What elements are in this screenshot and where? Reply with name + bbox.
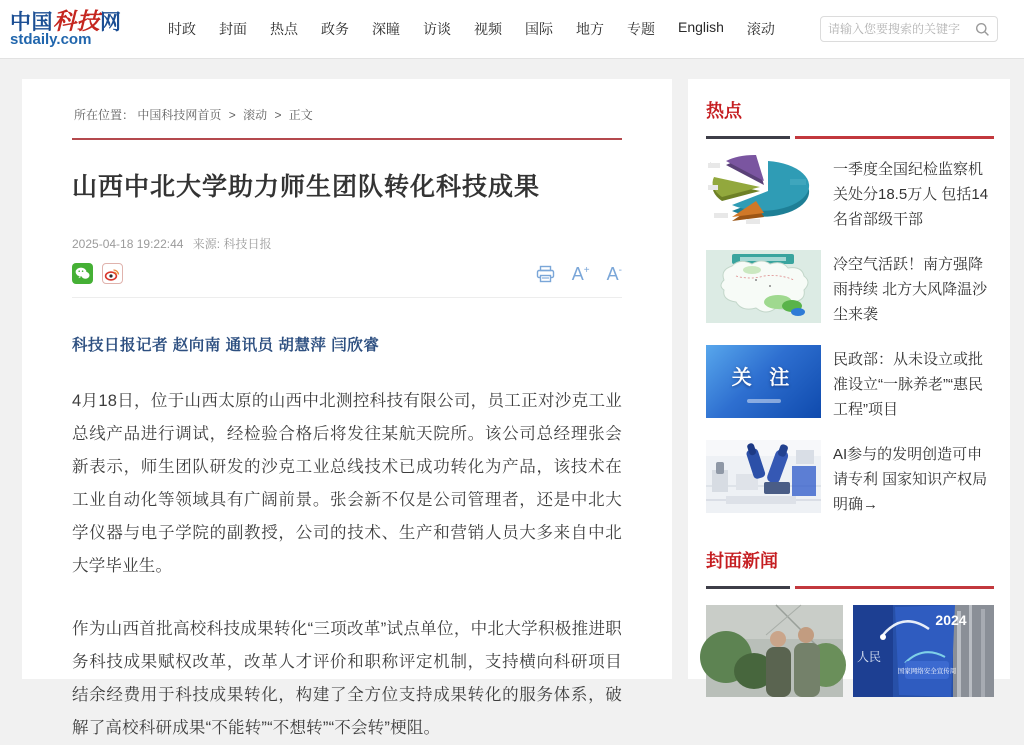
article-byline: 科技日报记者 赵向南 通讯员 胡慧萍 闫欣睿 — [72, 337, 380, 354]
banner-slogan-text: 国家网络安全宣传周 — [897, 668, 957, 675]
hot-section-title: 热点 — [706, 101, 742, 121]
font-increase-label: A — [571, 263, 584, 284]
news-title[interactable]: 民政部：从未设立或批准设立“一脉养老”“惠民工程”项目 — [833, 351, 984, 418]
nav-item-english[interactable]: English — [678, 19, 724, 35]
weibo-share-icon[interactable] — [102, 263, 123, 284]
search-icon[interactable] — [975, 22, 990, 37]
logo-text-wang: 网 — [100, 11, 122, 35]
cover-images — [706, 605, 994, 697]
site-logo[interactable] — [10, 10, 148, 48]
share-toolbar — [72, 263, 622, 298]
article-tools — [536, 265, 622, 283]
cover-section-divider — [706, 586, 994, 589]
article-date: 2025-04-18 19:22:44 — [72, 237, 184, 251]
breadcrumb-home[interactable]: 中国科技网首页 — [137, 108, 222, 122]
page-body — [0, 59, 1024, 737]
china-weather-map-image — [706, 250, 821, 323]
divider-dark-segment — [706, 586, 790, 589]
sidebar — [688, 79, 1010, 679]
article-paragraph-1: 4月18日，位于山西太原的山西中北测控科技有限公司，员工正对沙克工业总线产品进行调试，经检验合格后将发往某航天院所。该公司总经理张会新表示，师生团队研发的沙克工业总线技术已成功转化为产品，该技术在工业自动化等领域具有广阔前景。张会新不仅是公司管理者，还是中北大学仪器与电子学院的副教授，公司的技术、生产和营销人员大多来自中北大学毕业生。 — [72, 392, 622, 575]
minus-sign: - — [618, 264, 622, 276]
blue-focus-banner-image — [706, 345, 821, 418]
focus-banner-text: 关 注 — [731, 366, 796, 389]
two-men-outdoors-photo[interactable] — [706, 605, 843, 697]
cyber-security-week-banner[interactable] — [853, 605, 994, 697]
banner-year-text: 2024 — [935, 612, 967, 628]
nav-item-zhengwu[interactable]: 政务 — [321, 21, 349, 37]
article-paragraph-2: 作为山西首批高校科技成果转化“三项改革”试点单位，中北大学积极推进职务科技成果赋权改革，改革人才评价和职称评定机制，支持横向科研项目结余经费用于科技成果转化，构建了全方位支持成果转化的服务体系，破解了高校科研成果“不能转”“不想转”“不会转”梗阻。 — [72, 620, 622, 737]
breadcrumb-label: 所在位置： — [74, 108, 135, 122]
article-source: 来源: 科技日报 — [192, 237, 272, 251]
font-decrease-button[interactable] — [607, 265, 622, 283]
industrial-robots-image — [706, 440, 821, 513]
font-decrease-label: A — [606, 263, 619, 284]
nav-item-zhuanti[interactable]: 专题 — [627, 21, 655, 37]
nav-item-redian[interactable]: 热点 — [270, 21, 298, 37]
breadcrumb-separator: > — [274, 108, 282, 122]
nav-item-fengmian[interactable]: 封面 — [219, 21, 247, 37]
nav-item-guoji[interactable]: 国际 — [525, 21, 553, 37]
article-card — [22, 79, 672, 737]
logo-text-zhongguo: 中国 — [10, 11, 53, 35]
cover-section-title: 封面新闻 — [706, 551, 778, 571]
nav-item-shizheng[interactable]: 时政 — [168, 21, 196, 37]
news-title[interactable]: AI参与的发明创造可申请专利 国家知识产权局明确→ — [833, 446, 988, 513]
hot-news-item-1[interactable] — [706, 155, 994, 232]
news-title[interactable]: 冷空气活跃！南方强降雨持续 北方大风降温沙尘来袭 — [833, 256, 988, 323]
main-nav — [168, 19, 775, 39]
news-title[interactable]: 一季度全国纪检监察机关处分18.5万人 包括14名省部级干部 — [833, 161, 989, 228]
nav-item-shipin[interactable]: 视频 — [474, 21, 502, 37]
breadcrumb-separator: > — [228, 108, 236, 122]
divider-red-segment — [795, 586, 994, 589]
logo-text-keji: 科技 — [53, 9, 100, 35]
pie-chart-image — [706, 155, 821, 228]
hot-news-item-4[interactable] — [706, 440, 994, 517]
article-title: 山西中北大学助力师生团队转化科技成果 — [72, 173, 541, 201]
breadcrumb-current: 正文 — [288, 108, 313, 122]
banner-renmin-text: 人民 — [856, 650, 882, 664]
nav-item-gundong[interactable]: 滚动 — [746, 21, 775, 37]
divider-dark-segment — [706, 136, 790, 139]
breadcrumb-gundong[interactable]: 滚动 — [243, 108, 268, 122]
nav-item-difang[interactable]: 地方 — [576, 21, 604, 37]
hot-section-divider — [706, 136, 994, 139]
font-increase-button[interactable] — [572, 265, 590, 283]
search-box — [820, 16, 998, 42]
article-meta — [72, 235, 622, 252]
nav-item-fangtan[interactable]: 访谈 — [423, 21, 451, 37]
plus-sign: + — [583, 264, 590, 276]
search-input[interactable] — [828, 22, 975, 36]
site-header — [0, 0, 1024, 59]
hot-news-item-2[interactable] — [706, 250, 994, 327]
printer-icon[interactable] — [536, 265, 555, 283]
breadcrumb — [72, 106, 622, 140]
nav-item-shentong[interactable]: 深瞳 — [372, 21, 400, 37]
hot-news-item-3[interactable] — [706, 345, 994, 422]
wechat-share-icon[interactable] — [72, 263, 93, 284]
cover-news-section — [700, 543, 1000, 697]
focus-banner-subtext-bar — [747, 399, 781, 403]
site-logo-domain: stdaily.com — [10, 31, 92, 49]
divider-red-segment — [795, 136, 994, 139]
